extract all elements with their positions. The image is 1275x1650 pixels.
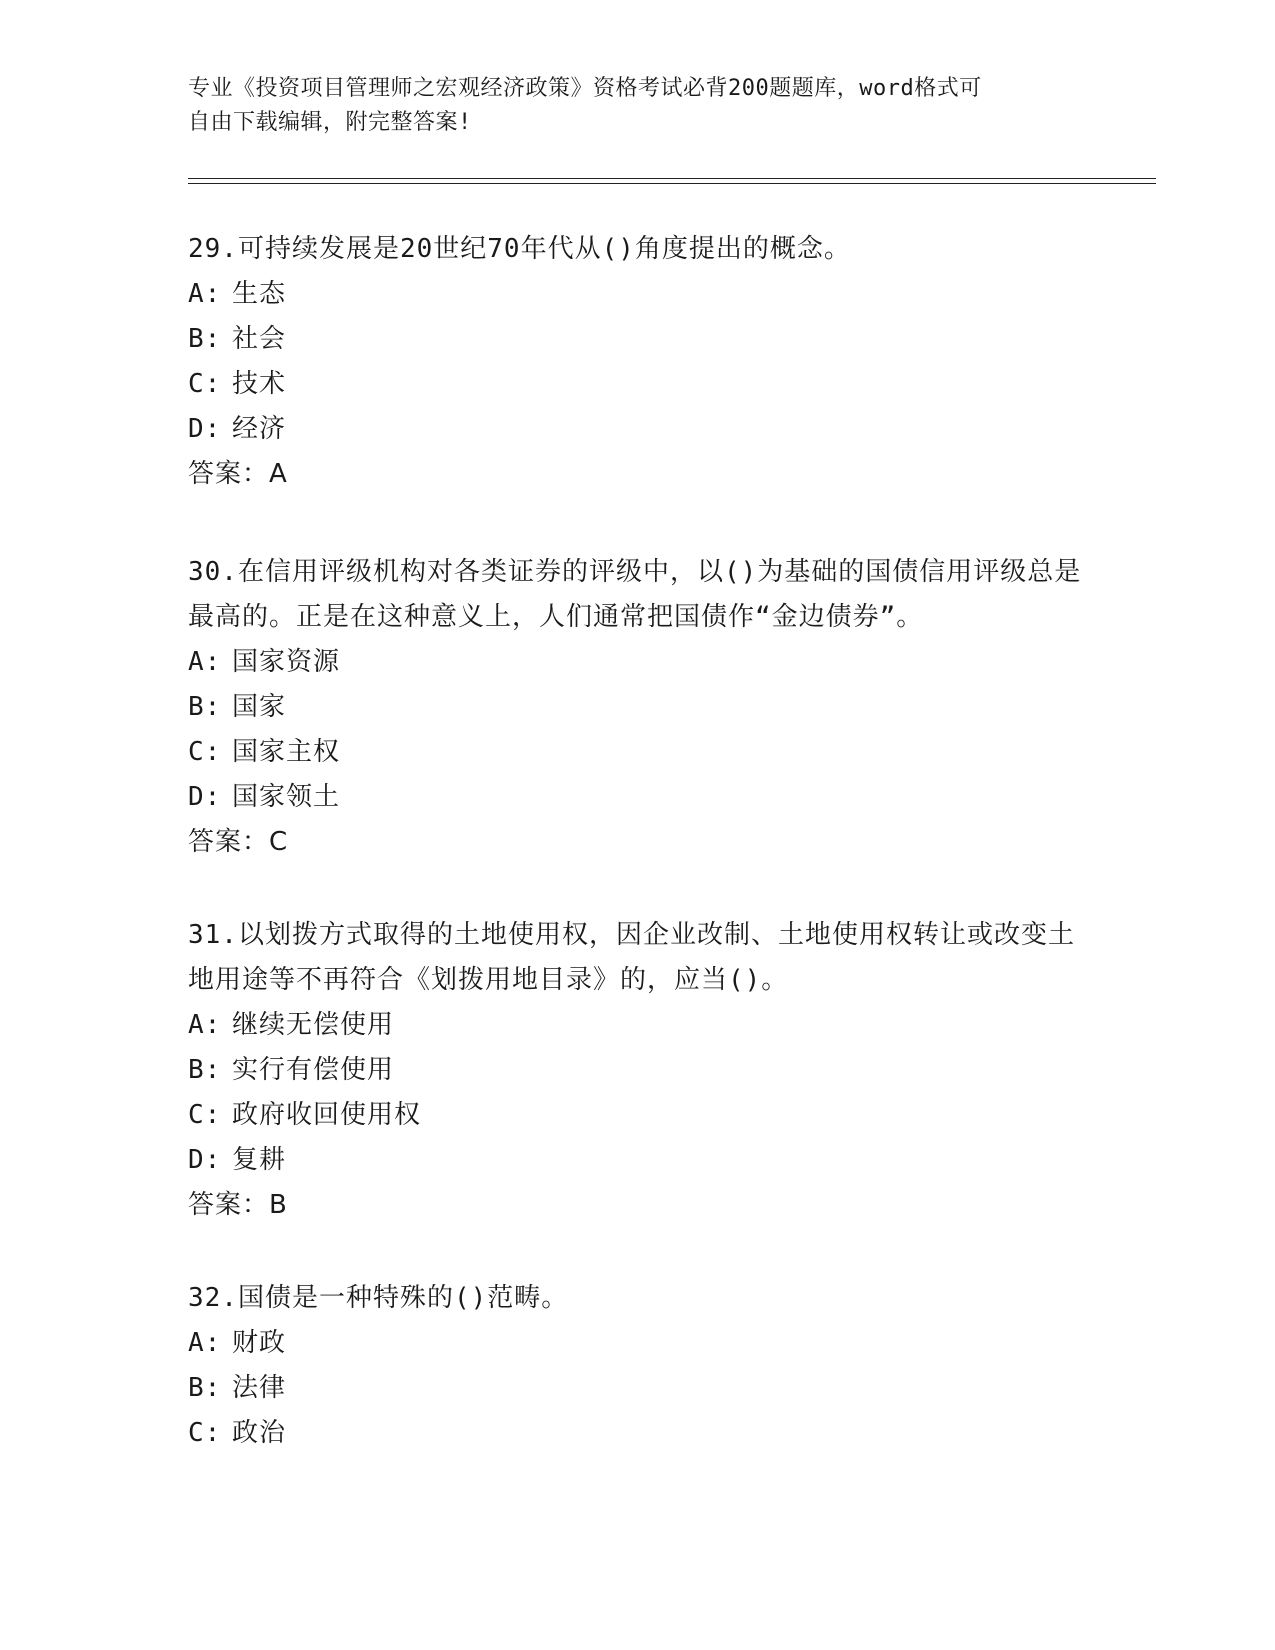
option-key: A: (188, 1010, 222, 1040)
question-31 (188, 913, 1088, 1228)
option-value: 实行有偿使用 (232, 1055, 395, 1085)
option-key: A: (188, 279, 222, 309)
option-key: B: (188, 1055, 222, 1085)
header-divider-top (188, 178, 1156, 179)
option-a (188, 1003, 1088, 1048)
option-value: 生态 (232, 279, 287, 309)
option-d (188, 407, 1088, 452)
answer-text: 答案：B (188, 1190, 288, 1220)
option-a (188, 640, 1088, 685)
question-text: 30.在信用评级机构对各类证券的评级中，以()为基础的国债信用评级总是最高的。正是在这种意义上，人们通常把国债作“金边债券”。 (188, 557, 1082, 632)
option-key: B: (188, 1373, 222, 1403)
option-b (188, 317, 1088, 362)
question-32 (188, 1276, 1088, 1456)
option-c (188, 1411, 1088, 1456)
option-value: 经济 (232, 414, 287, 444)
option-b (188, 1048, 1088, 1093)
option-value: 国家资源 (232, 647, 341, 677)
option-key: A: (188, 1328, 222, 1358)
header-line-1: 专业《投资项目管理师之宏观经济政策》资格考试必背200题题库，word格式可 (188, 76, 982, 101)
option-d (188, 775, 1088, 820)
option-value: 财政 (232, 1328, 287, 1358)
option-c (188, 730, 1088, 775)
option-value: 政府收回使用权 (232, 1100, 422, 1130)
option-b (188, 685, 1088, 730)
option-key: C: (188, 737, 222, 767)
option-value: 国家主权 (232, 737, 341, 767)
option-value: 社会 (232, 324, 287, 354)
option-c (188, 362, 1088, 407)
document-header (188, 72, 1088, 140)
answer-text: 答案：A (188, 459, 288, 489)
question-text: 32.国债是一种特殊的()范畴。 (188, 1283, 569, 1313)
option-value: 国家 (232, 692, 287, 722)
question-29 (188, 227, 1088, 497)
option-value: 继续无偿使用 (232, 1010, 395, 1040)
question-text: 31.以划拨方式取得的土地使用权，因企业改制、土地使用权转让或改变土地用途等不再符合《划拨用地目录》的，应当()。 (188, 920, 1075, 995)
option-value: 政治 (232, 1418, 287, 1448)
option-key: C: (188, 369, 222, 399)
option-a (188, 272, 1088, 317)
option-a (188, 1321, 1088, 1366)
option-value: 国家领土 (232, 782, 341, 812)
option-value: 法律 (232, 1373, 287, 1403)
header-line-2: 自由下载编辑，附完整答案! (188, 110, 472, 135)
option-key: B: (188, 324, 222, 354)
option-key: A: (188, 647, 222, 677)
answer-text: 答案：C (188, 827, 289, 857)
option-key: B: (188, 692, 222, 722)
option-key: D: (188, 414, 222, 444)
option-key: D: (188, 782, 222, 812)
option-key: C: (188, 1418, 222, 1448)
option-key: D: (188, 1145, 222, 1175)
option-value: 技术 (232, 369, 287, 399)
question-text: 29.可持续发展是20世纪70年代从()角度提出的概念。 (188, 234, 851, 264)
option-b (188, 1366, 1088, 1411)
option-d (188, 1138, 1088, 1183)
option-key: C: (188, 1100, 222, 1130)
question-30 (188, 550, 1088, 865)
option-value: 复耕 (232, 1145, 287, 1175)
header-divider-bottom (188, 183, 1156, 184)
option-c (188, 1093, 1088, 1138)
